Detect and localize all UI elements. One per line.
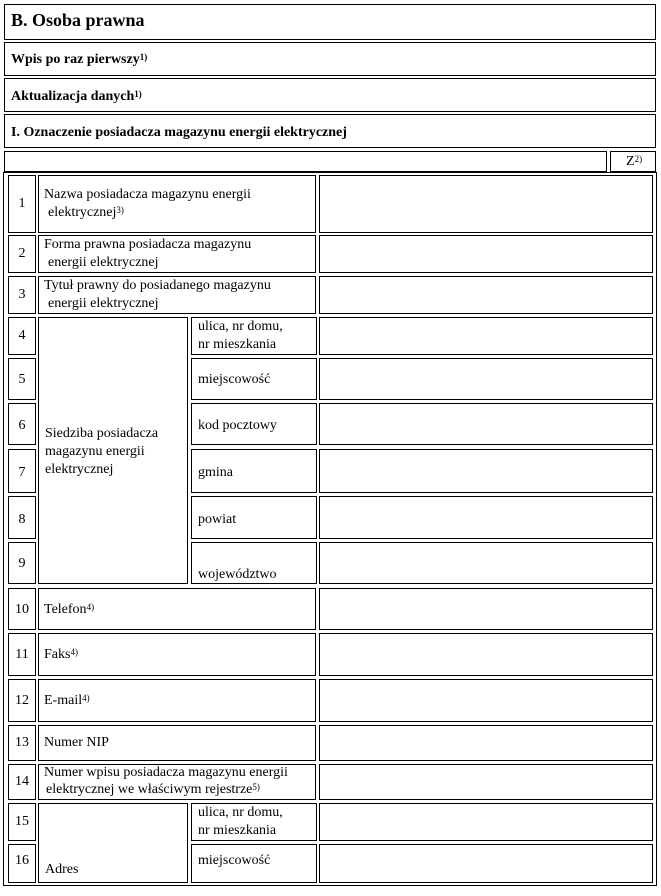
nip-input[interactable]: [319, 725, 653, 761]
address-city-input[interactable]: [319, 844, 653, 883]
first-entry-label: Wpis po raz pierwszy$^{1)}$: [11, 52, 148, 67]
street-input[interactable]: [319, 317, 653, 355]
sublabel: ulica, nr domu,: [198, 319, 283, 334]
sublabel: województwo: [198, 567, 277, 582]
row-number: 16: [15, 853, 29, 868]
row-label: Tytuł prawny do posiadanego magazynu: [44, 278, 271, 293]
address-label: Adres: [45, 862, 79, 877]
section-title: B. Osoba prawna: [11, 10, 145, 30]
row-number: 12: [15, 693, 29, 708]
voivodeship-input[interactable]: [319, 542, 653, 584]
row-number: 3: [18, 287, 26, 302]
row-number: 11: [15, 647, 29, 662]
row-number: 15: [15, 814, 29, 829]
legal-title-input[interactable]: [319, 276, 653, 314]
commune-input[interactable]: [319, 449, 653, 493]
label-cell: [38, 633, 316, 676]
phone-input[interactable]: [319, 588, 653, 630]
update-label: Aktualizacja danych$^{1)}$: [11, 89, 142, 104]
sublabel: gmina: [198, 465, 233, 480]
row-number: 2: [18, 246, 26, 261]
seat-label-cont: magazynu energii: [45, 444, 145, 459]
city-input[interactable]: [319, 358, 653, 400]
row-number: 5: [18, 372, 26, 387]
row-label: Telefon$^{4)}$: [44, 602, 95, 617]
seat-label-cont: elektrycznej: [45, 462, 114, 477]
register-number-input[interactable]: [319, 764, 653, 800]
name-input[interactable]: [319, 175, 653, 233]
row-label-cont: energii elektrycznej: [48, 255, 159, 270]
sublabel-cont: nr mieszkania: [198, 823, 277, 838]
row-number: 8: [18, 512, 26, 527]
seat-label: Siedziba posiadacza: [45, 426, 159, 441]
sublabel: kod pocztowy: [198, 418, 277, 433]
email-input[interactable]: [319, 679, 653, 722]
row-label: Nazwa posiadacza magazynu energii: [44, 187, 251, 202]
row-number: 9: [18, 556, 26, 571]
address-street-input[interactable]: [319, 803, 653, 841]
row-label-cont: elektrycznej we właściwym rejestrze$^{5)}$: [46, 782, 260, 797]
row-label: Numer wpisu posiadacza magazynu energii: [44, 765, 288, 780]
row-number: 10: [15, 602, 29, 617]
legal-form-input[interactable]: [319, 235, 653, 273]
sublabel: powiat: [198, 512, 237, 527]
row-label: E-mail$^{4)}$: [44, 693, 90, 708]
sublabel-cont: nr mieszkania: [198, 337, 277, 352]
postal-code-input[interactable]: [319, 403, 653, 445]
row-number: 13: [15, 735, 29, 750]
sublabel: ulica, nr domu,: [198, 805, 283, 820]
row-number: 1: [18, 196, 26, 211]
fax-input[interactable]: [319, 633, 653, 676]
part-title: I. Oznaczenie posiadacza magazynu energii elektrycznej: [11, 125, 347, 140]
county-input[interactable]: [319, 496, 653, 539]
row-number: 6: [18, 418, 26, 433]
row-number: 14: [15, 774, 29, 789]
sublabel: miejscowość: [198, 372, 271, 387]
z-spacer-cell: [4, 151, 607, 172]
row-label: Forma prawna posiadacza magazynu: [44, 237, 252, 252]
z-marker: $Z^{2)}$: [626, 154, 643, 169]
row-label-cont: elektrycznej$^{3)}$: [48, 205, 124, 220]
row-label: Faks$^{4)}$: [44, 647, 78, 662]
sublabel: miejscowość: [198, 853, 271, 868]
row-number: 4: [18, 328, 26, 343]
row-label-cont: energii elektrycznej: [48, 296, 159, 311]
row-number: 7: [18, 465, 26, 480]
row-label: Numer NIP: [44, 735, 109, 750]
